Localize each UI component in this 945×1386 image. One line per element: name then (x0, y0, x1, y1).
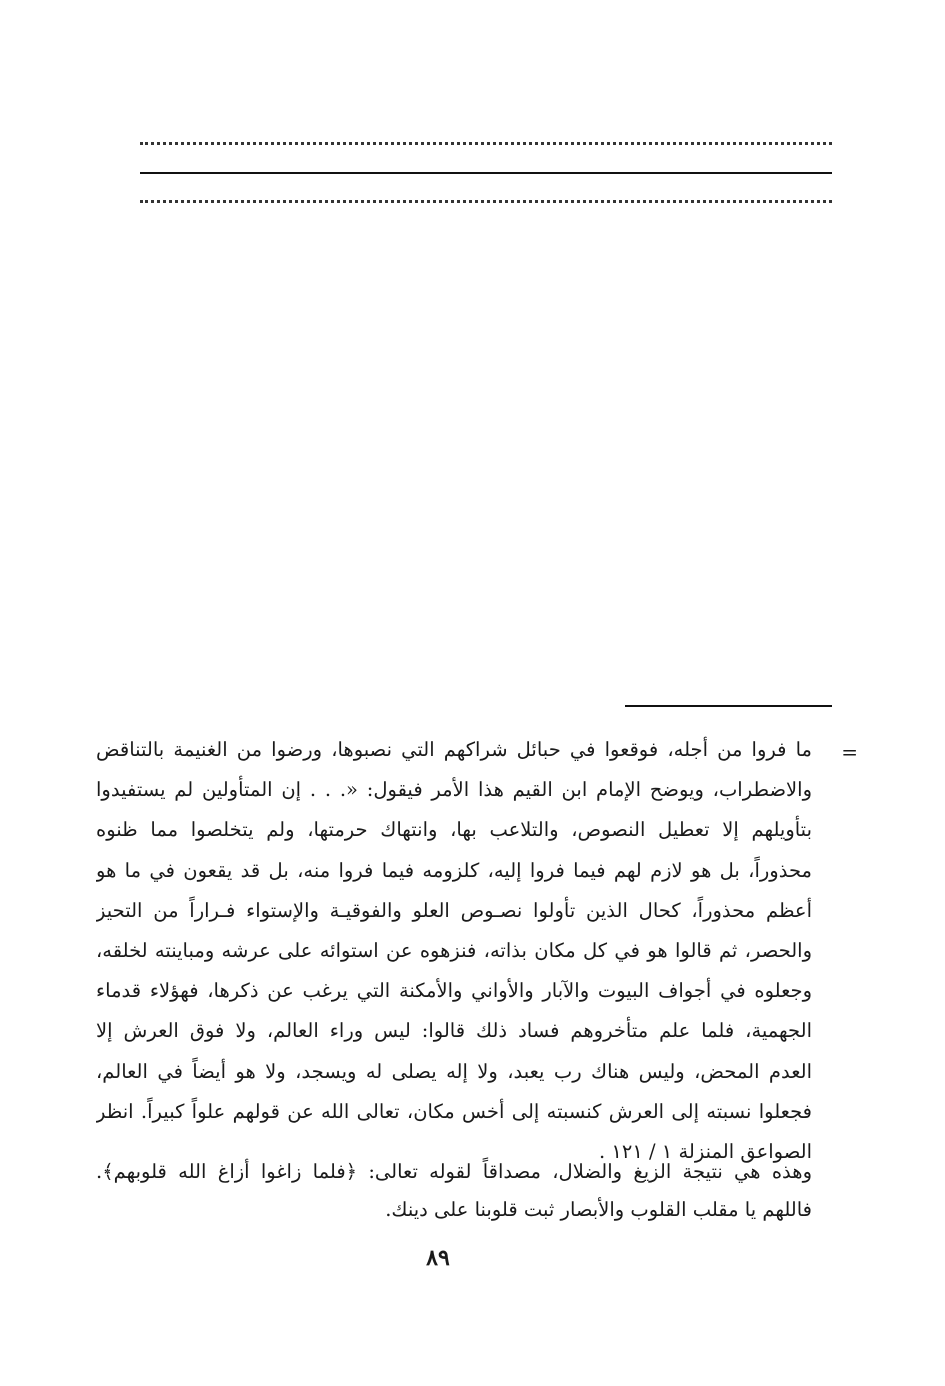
footnote-line: والاضطراب، ويوضح الإمام ابن القيم هذا الأمر فيقول: «. . . إن المتأولين لم يستفيدوا (96, 778, 812, 802)
closing-line: فاللهم يا مقلب القلوب والأبصار ثبت قلوبنا على دينك. (385, 1198, 812, 1221)
footnote-line: فجعلوا نسبته إلى العرش كنسبته إلى أخس مكان، تعالى الله عن قولهم علواً كبيراً. انظر (96, 1099, 812, 1123)
dotted-separator-bottom (140, 200, 832, 203)
footnote-line: ما فروا من أجله، فوقعوا في حبائل شراكهم التي نصبوها، ورضوا من الغنيمة بالتناقض (96, 738, 812, 761)
horizontal-rule (140, 172, 832, 174)
footnote-line: محذوراً، بل هو لازم لهم فيما فروا إليه، كلزومه فيما فروا منه، بل قد يقعون في ما هو (96, 858, 812, 882)
footnote-line: بتأويلهم إلا تعطيل النصوص، والتلاعب بها، وانتهاك حرمتها، ولم يتخلصوا مما ظنوه (96, 818, 812, 842)
closing-paragraph (96, 1153, 812, 1229)
footnote-line: والحصر، ثم قالوا هو في كل مكان بذاته، فنزهوه عن استوائه على عرشه ومباينته لخلقه، (96, 938, 812, 962)
footnote-line: الجهمية، فلما علم متأخروهم فساد ذلك قالوا: ليس وراء العالم، ولا فوق العرش إلا (96, 1019, 812, 1043)
page-number: ٨٩ (426, 1245, 450, 1271)
dotted-separator-top (140, 142, 832, 145)
footnote-line: العدم المحض، وليس هناك رب يعبد، ولا إله يصلى له ويسجد، ولا هو أيضاً في العالم، (96, 1059, 812, 1083)
footnote-line: الصواعق المنزلة ١ / ١٢١ . (598, 1139, 812, 1163)
footnote-line: وجعلوه في أجواف البيوت والآبار والأواني والأمكنة التي يرغب عن ذكرها، فهؤلاء قدماء (96, 979, 812, 1003)
closing-line: وهذه هي نتيجة الزيغ والضلال، مصداقاً لقوله تعالى: ﴿فلما زاغوا أزاغ الله قلوبهم﴾. (96, 1160, 812, 1183)
footnote-text (96, 730, 812, 1172)
footnote-continuation-mark: = (841, 740, 858, 764)
footnote-separator-rule (625, 705, 832, 707)
footnote-line: أعظم محذوراً، كحال الذين تأولوا نصـوص العلو والفوقيـة والإستواء فـراراً من التحيز (96, 898, 812, 922)
